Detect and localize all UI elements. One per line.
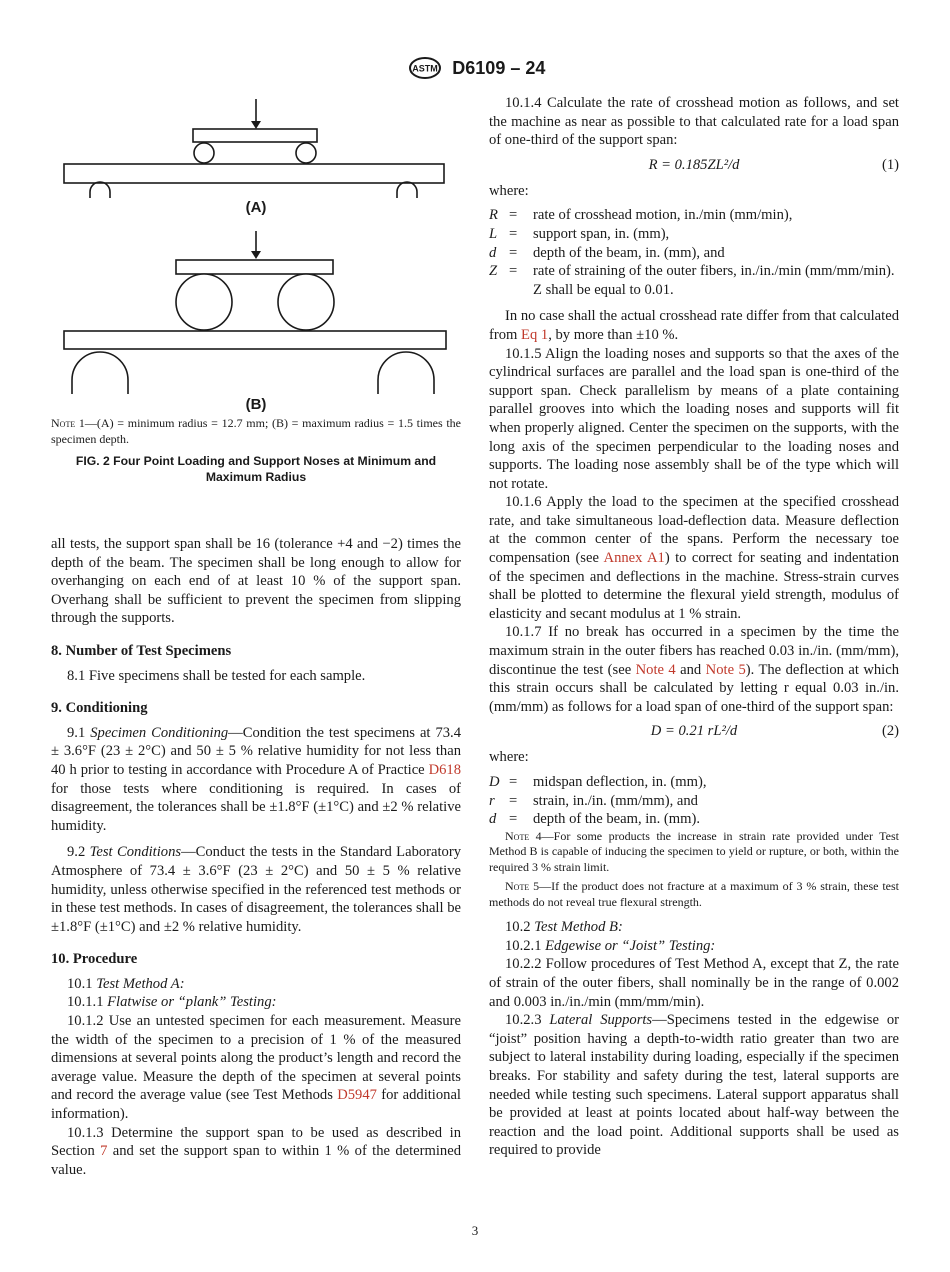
load-arrowhead-a: [251, 121, 261, 129]
variable-row: Z = rate of straining of the outer fibers, in./in./min (mm/mm/min). Z shall be equal to 0.01.: [489, 263, 895, 298]
section-8-1: 8.1 Five specimens shall be tested for each sample.: [67, 667, 366, 684]
section-10-1-1: 10.1.1 Flatwise or “plank” Testing:: [67, 994, 277, 1011]
equation-2-number: (2): [881, 723, 899, 740]
equation-2-expression: D = 0.21 rL²/d: [650, 723, 738, 740]
section-9-heading: 9. Conditioning: [51, 700, 148, 717]
support-nose-b-right: [378, 352, 434, 394]
note-5: Note 5—If the product does not fracture at a maximum of 3 % strain, these test methods do not reveal true flexural strength.: [489, 879, 900, 909]
section-9-1: 9.1 Specimen Conditioning—Condition the test specimens at 73.4 ± 3.6°F (23 ± 2°C) and 50 ± 5 % relative humidity for not less than 40 h prior to testing in accordance with Procedure A of Practice D618 for those tests where conditioning is required. In cases of disagreement, the tolerances shall be ±1.8°F (±1°C) and ±2 % relative humidity.: [51, 724, 461, 834]
crosshead-tolerance: In no case shall the actual crosshead rate differ from that calculated from Eq 1, by more than ±10 %.: [489, 308, 899, 343]
figure-label-a: (A): [245, 199, 267, 216]
variable-list-1: [489, 206, 899, 299]
specimen-b: [64, 331, 446, 349]
variable-row: d = depth of the beam, in. (mm), and: [489, 244, 725, 261]
where-label-1: where:: [489, 182, 529, 199]
variable-row: r = strain, in./in. (mm/mm), and: [489, 792, 698, 809]
section-10-2-2: 10.2.2 Follow procedures of Test Method A, except that Z, the rate of strain of the outer fibers, shall nominally be in the range of 0.002 and 0.003 in./in./min (mm/mm/min).: [489, 956, 899, 1010]
link-note-4[interactable]: Note 4: [635, 661, 676, 678]
equation-1-number: (1): [881, 156, 899, 173]
section-10-2-3: 10.2.3 Lateral Supports—Specimens tested in the edgewise or “joist” position having a depth-to-width ratio greater than two are subject to lateral instability during loading, especially if the specimen breaks. For stability and safety during the test, lateral supports are needed while testing such specimens. Lateral support apparatus shall be provided at least at points located about half-way between the reaction and the load point. Additional supports shall be used as required to provide: [489, 1012, 899, 1159]
loading-nose-b-left: [176, 274, 232, 330]
support-nose-b-left: [72, 352, 128, 394]
loading-bar-b: [176, 260, 333, 274]
link-annex-a1[interactable]: Annex A1: [603, 550, 665, 567]
astm-logo-icon: [405, 56, 445, 80]
section-9-2: 9.2 Test Conditions—Conduct the tests in the Standard Laboratory Atmosphere of 73.4 ± 3.6°F (23 ± 2°C) and 50 ± 5 % relative humidity, unless otherwise specified in the referenced test methods or in these test methods. In cases of disagreement, the tolerances shall be ±1.8°F (±1°C) and ±2 % relative humidity.: [51, 844, 462, 935]
equation-2: [489, 720, 899, 742]
loading-nose-a-right: [296, 143, 316, 163]
left-column: [51, 94, 461, 1179]
section-10-1-6: 10.1.6 Apply the load to the specimen at the specified crosshead rate, and take simultaneous load-deflection data. Measure deflection at the common center of the spans. Perform the necessary toe compensation (see Annex A1) to correct for seating and indentation of the specimen and deflections in the machine. Stress-strain curves shall be plotted to determine the flexural yield strength, modulus of elasticity and secant modulus at 1 % strain.: [489, 494, 899, 622]
continued-paragraph: all tests, the support span shall be 16 (tolerance +4 and −2) times the depth of the beam. The specimen shall be long enough to allow for overhanging on each end of at least 10 % of the support span. Overhang shall be sufficient to prevent the specimen from slipping through the supports.: [51, 536, 461, 627]
link-section-7[interactable]: 7: [100, 1143, 108, 1160]
section-10-2: 10.2 Test Method B:: [505, 919, 623, 936]
load-arrowhead-b: [251, 251, 261, 259]
note-4: Note 4—For some products the increase in strain rate provided under Test Method B is capable of inducing the specimen to yield or rupture, or both, within the required 3 % strain limit.: [489, 828, 899, 874]
figure-caption: FIG. 2 Four Point Loading and Support Noses at Minimum and Maximum Radius: [75, 454, 437, 484]
link-d618[interactable]: D618: [428, 761, 461, 778]
loading-nose-b-right: [278, 274, 334, 330]
link-note-5[interactable]: Note 5: [705, 661, 746, 678]
section-10-1-5: 10.1.5 Align the loading noses and supports so that the axes of the cylindrical surfaces are parallel and the load span is one-third of the support span. Check parallelism by means of a plate containing parallel grooves into which the loading noses and supports will fit when properly aligned. Center the specimen on the supports, with the long axis of the specimen perpendicular to the loading noses and supports. The loading nose assembly shall be of the type which will not rotate.: [489, 345, 899, 492]
section-10-1-2: 10.1.2 Use an untested specimen for each measurement. Measure the width of the specimen to a precision of 1 % of the measured dimensions at several points along the product’s length and record the average value. Measure the depth of the specimen at several points and record the average value (see Test Methods D5947 for additional information).: [51, 1013, 461, 1123]
variable-row: d = depth of the beam, in. (mm).: [489, 811, 700, 828]
variable-row: D = midspan deflection, in. (mm),: [489, 774, 707, 790]
section-8-heading: 8. Number of Test Specimens: [51, 642, 232, 659]
section-10-heading: 10. Procedure: [51, 951, 138, 968]
support-nose-a-left: [90, 182, 110, 198]
variable-row: R = rate of crosshead motion, in./min (mm/min),: [489, 207, 793, 224]
loading-diagram: [51, 94, 461, 416]
variable-list-2: [489, 773, 899, 829]
standard-designation: D6109 – 24: [452, 57, 546, 78]
link-eq-1[interactable]: Eq 1: [521, 326, 549, 343]
page-header: [0, 56, 950, 80]
figure-2: [51, 94, 461, 416]
loading-bar-a: [193, 129, 317, 142]
where-label-2: where:: [489, 749, 529, 766]
section-10-1: 10.1 Test Method A:: [67, 975, 185, 992]
section-10-2-1: 10.2.1 Edgewise or “Joist” Testing:: [505, 937, 716, 954]
figure-label-b: (B): [245, 396, 267, 413]
link-d5947[interactable]: D5947: [337, 1087, 377, 1104]
loading-nose-a-left: [194, 143, 214, 163]
right-column: [489, 94, 899, 1160]
equation-1: [489, 154, 899, 176]
support-nose-a-right: [397, 182, 417, 198]
figure-note: Note 1—(A) = minimum radius = 12.7 mm; (B) = maximum radius = 1.5 times the specimen depth.: [51, 416, 462, 446]
section-10-1-4: 10.1.4 Calculate the rate of crosshead motion as follows, and set the machine as near as possible to that calculated rate for a load span of one-third of the support span:: [489, 95, 899, 149]
section-10-1-3: 10.1.3 Determine the support span to be used as described in Section 7 and set the support span to within 1 % of the determined value.: [51, 1124, 461, 1178]
variable-row: L = support span, in. (mm),: [489, 225, 670, 242]
section-10-1-7: 10.1.7 If no break has occurred in a specimen by the time the maximum strain in the outer fibers has reached 0.03 in./in. (mm/mm), discontinue the test (see Note 4 and Note 5). The deflection at which this strain occurs shall be calculated by letting r equal 0.03 in./in. (mm/mm) as follows for a load span of one-third of the support span:: [489, 624, 899, 715]
specimen-a: [64, 164, 444, 183]
equation-1-expression: R = 0.185ZL²/d: [648, 156, 740, 173]
astm-logo-text: ASTM: [411, 63, 438, 74]
page-number: 3: [471, 1223, 479, 1238]
